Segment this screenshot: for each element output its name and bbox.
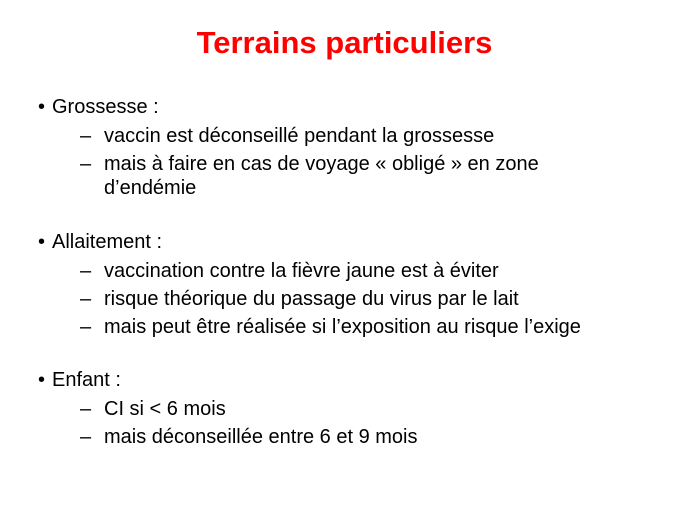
bullet-enfant xyxy=(38,368,121,392)
bullet-heading: Allaitement : xyxy=(52,231,163,253)
sub-item-text: mais déconseillée entre 6 et 9 mois xyxy=(104,426,418,448)
sub-item-text: CI si < 6 mois xyxy=(104,398,226,420)
dash-marker: – xyxy=(80,316,92,338)
slide-title: Terrains particuliers xyxy=(196,25,493,60)
sub-item xyxy=(80,259,499,283)
sub-item xyxy=(80,287,519,311)
sub-item xyxy=(80,124,494,148)
sub-item xyxy=(80,152,539,200)
bullet-grossesse xyxy=(38,95,159,119)
bullet-marker: • xyxy=(38,96,46,118)
sub-item xyxy=(80,397,226,421)
dash-marker: – xyxy=(80,125,92,147)
bullet-heading: Grossesse : xyxy=(52,96,159,118)
sub-item-text: mais peut être réalisée si l’exposition au risque l’exige xyxy=(104,316,581,338)
dash-marker: – xyxy=(80,426,92,448)
sub-item-continuation: d’endémie xyxy=(104,177,197,199)
bullet-marker: • xyxy=(38,231,46,253)
sub-item-text: vaccination contre la fièvre jaune est à éviter xyxy=(104,260,499,282)
sub-item-text: risque théorique du passage du virus par le lait xyxy=(104,288,519,310)
sub-item-text: vaccin est déconseillé pendant la grossesse xyxy=(104,125,495,147)
bullet-marker: • xyxy=(38,369,46,391)
dash-marker: – xyxy=(80,153,92,175)
bullet-allaitement xyxy=(38,230,162,254)
dash-marker: – xyxy=(80,288,92,310)
dash-marker: – xyxy=(80,398,92,420)
dash-marker: – xyxy=(80,260,92,282)
sub-item xyxy=(80,315,581,339)
sub-item xyxy=(80,425,418,449)
sub-item-text: mais à faire en cas de voyage « obligé » en zone xyxy=(104,153,539,175)
bullet-heading: Enfant : xyxy=(52,369,121,391)
